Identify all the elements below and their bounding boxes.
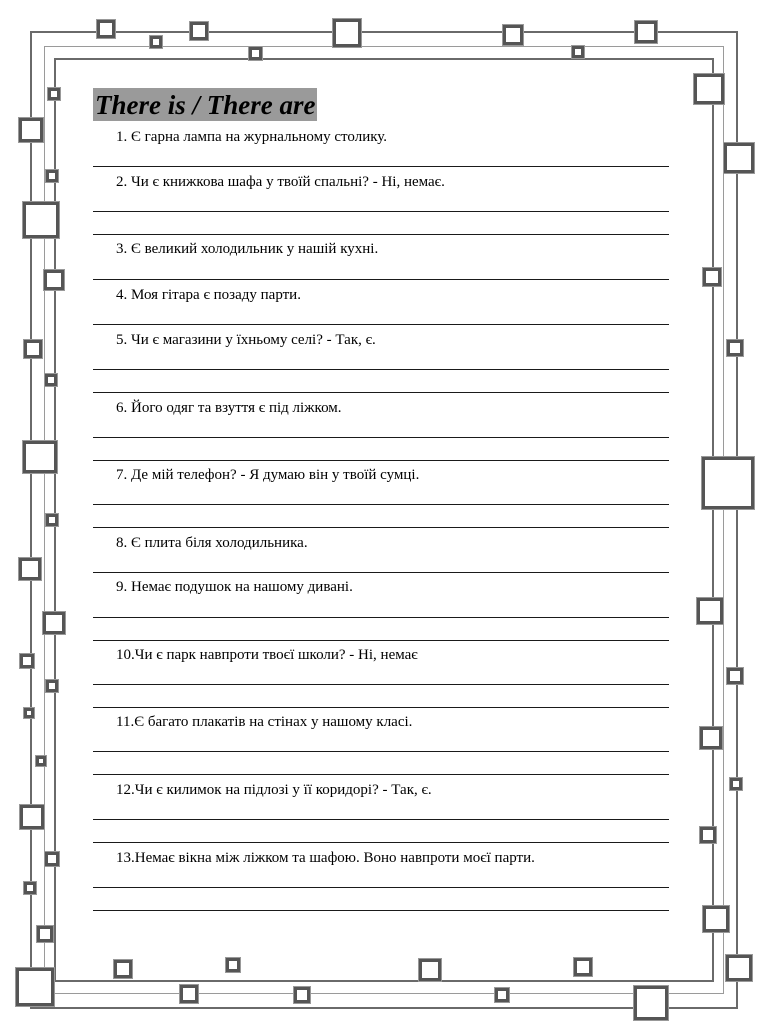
decorative-square [46, 170, 58, 182]
decorative-square [48, 88, 60, 100]
exercise-item-9: 9. Немає подушок на нашому дивані. [116, 579, 353, 595]
answer-line[interactable] [93, 617, 669, 618]
decorative-square [45, 374, 57, 386]
exercise-item-13: 13.Немає вікна між ліжком та шафою. Воно навпроти моєї парти. [116, 850, 535, 866]
answer-line[interactable] [93, 234, 669, 235]
decorative-square [16, 968, 54, 1006]
decorative-square [495, 988, 509, 1002]
exercise-item-5: 5. Чи є магазини у їхньому селі? - Так, є. [116, 332, 376, 348]
decorative-square [700, 727, 722, 749]
exercise-item-7: 7. Де мій телефон? - Я думаю він у твоїй сумці. [116, 467, 420, 483]
decorative-square [19, 558, 41, 580]
decorative-square [23, 441, 57, 473]
answer-line[interactable] [93, 279, 669, 280]
decorative-square [419, 959, 441, 981]
exercise-item-12: 12.Чи є килимок на підлозі у її коридорі? - Так, є. [116, 782, 432, 798]
decorative-square [44, 270, 64, 290]
decorative-square [702, 457, 754, 509]
exercise-item-10: 10.Чи є парк навпроти твоєї школи? - Ні, немає [116, 647, 418, 663]
decorative-square [46, 680, 58, 692]
answer-line[interactable] [93, 819, 669, 820]
answer-line[interactable] [93, 527, 669, 528]
answer-line[interactable] [93, 887, 669, 888]
answer-line[interactable] [93, 324, 669, 325]
answer-line[interactable] [93, 369, 669, 370]
decorative-square [333, 19, 361, 47]
decorative-square [36, 756, 46, 766]
decorative-square [700, 827, 716, 843]
decorative-square [24, 882, 36, 894]
decorative-square [19, 118, 43, 142]
decorative-square [45, 852, 59, 866]
answer-line[interactable] [93, 684, 669, 685]
answer-line[interactable] [93, 572, 669, 573]
decorative-square [727, 340, 743, 356]
answer-line[interactable] [93, 392, 669, 393]
decorative-square [503, 25, 523, 45]
decorative-square [20, 805, 44, 829]
exercise-item-4: 4. Моя гітара є позаду парти. [116, 287, 301, 303]
answer-line[interactable] [93, 504, 669, 505]
answer-line[interactable] [93, 774, 669, 775]
decorative-square [180, 985, 198, 1003]
decorative-square [703, 268, 721, 286]
decorative-square [249, 47, 262, 60]
exercise-item-1: 1. Є гарна лампа на журнальному столику. [116, 129, 388, 145]
decorative-square [97, 20, 115, 38]
answer-line[interactable] [93, 751, 669, 752]
decorative-square [635, 21, 657, 43]
answer-line[interactable] [93, 437, 669, 438]
decorative-square [23, 202, 59, 238]
decorative-square [703, 906, 729, 932]
exercise-item-6: 6. Його одяг та взуття є під ліжком. [116, 400, 342, 416]
decorative-square [694, 74, 724, 104]
decorative-square [726, 955, 752, 981]
decorative-square [24, 708, 34, 718]
decorative-square [724, 143, 754, 173]
exercise-item-3: 3. Є великий холодильник у нашій кухні. [116, 241, 379, 257]
decorative-square [150, 36, 162, 48]
decorative-square [20, 654, 34, 668]
decorative-square [727, 668, 743, 684]
worksheet-title: There is / There are [95, 90, 316, 120]
exercise-item-11: 11.Є багато плакатів на стінах у нашому класі. [116, 714, 413, 730]
decorative-square [634, 986, 668, 1020]
frame-line-innermost [54, 58, 714, 982]
answer-line[interactable] [93, 842, 669, 843]
decorative-square [697, 598, 723, 624]
decorative-square [43, 612, 65, 634]
decorative-square [730, 778, 742, 790]
exercise-item-2: 2. Чи є книжкова шафа у твоїй спальні? - Ні, немає. [116, 174, 445, 190]
decorative-square [24, 340, 42, 358]
decorative-square [46, 514, 58, 526]
decorative-square [572, 46, 584, 58]
answer-line[interactable] [93, 640, 669, 641]
decorative-square [294, 987, 310, 1003]
answer-line[interactable] [93, 910, 669, 911]
answer-line[interactable] [93, 460, 669, 461]
answer-line[interactable] [93, 211, 669, 212]
answer-line[interactable] [93, 707, 669, 708]
decorative-square [37, 926, 53, 942]
decorative-square [114, 960, 132, 978]
decorative-square [190, 22, 208, 40]
answer-line[interactable] [93, 166, 669, 167]
decorative-square [574, 958, 592, 976]
decorative-square [226, 958, 240, 972]
exercise-item-8: 8. Є плита біля холодильника. [116, 535, 308, 551]
